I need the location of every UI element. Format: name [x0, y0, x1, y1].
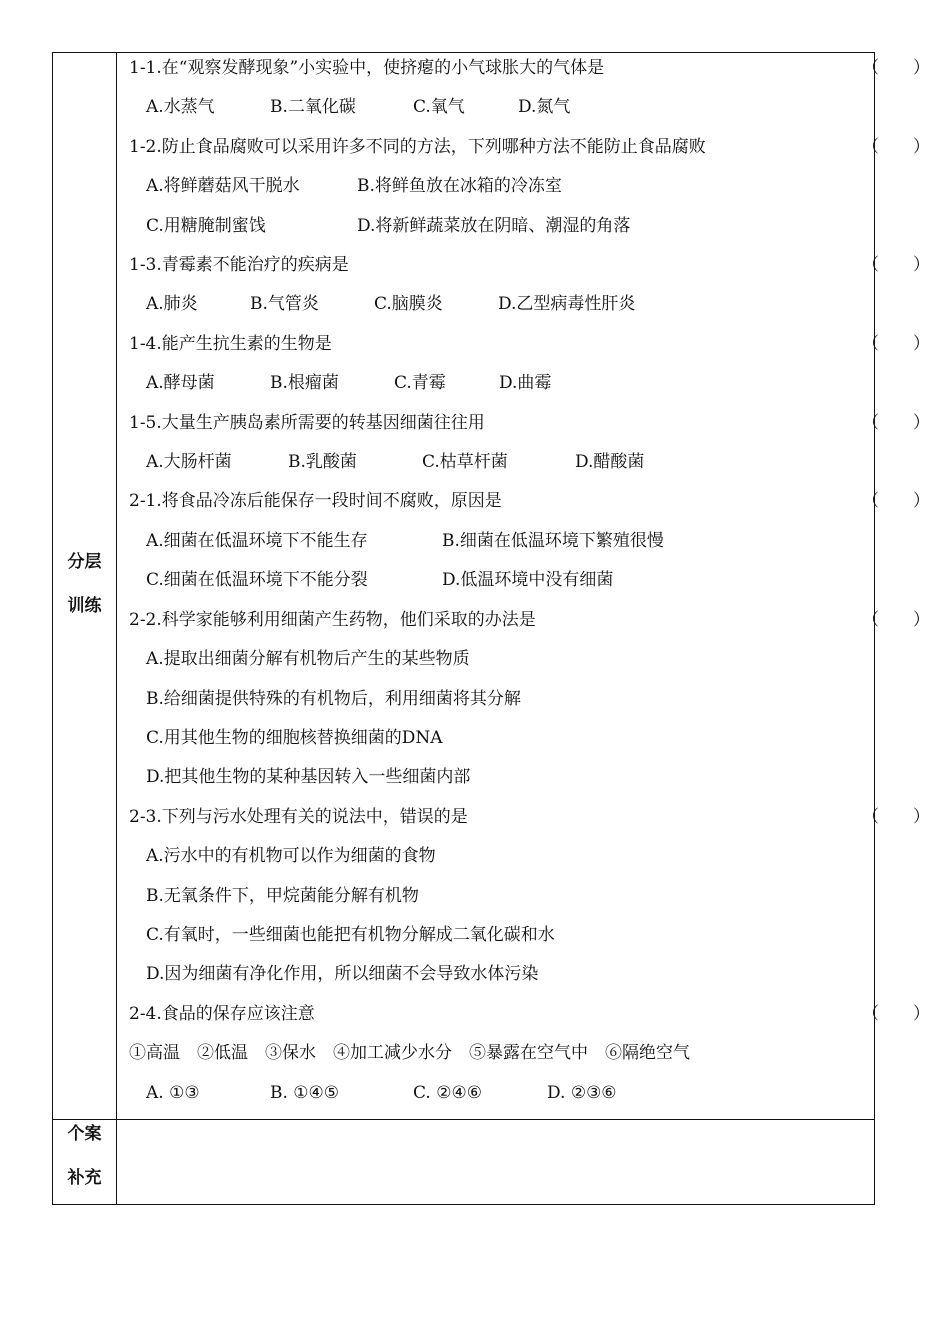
- question-stem: 1-1.在“观察发酵现象”小实验中，使挤瘪的小气球胀大的气体是 （ ）: [129, 53, 864, 83]
- option: B.细菌在低温环境下繁殖很慢: [442, 531, 664, 551]
- answer-blank: （ ）: [862, 491, 930, 511]
- option-row: [146, 289, 864, 319]
- option: B. ①④⑤: [270, 1083, 340, 1103]
- question-stem: 2-2.科学家能够利用细菌产生药物，他们采取的办法是 （ ）: [129, 605, 864, 635]
- option: C. ②④⑥: [413, 1083, 482, 1103]
- answer-blank: （ ）: [862, 58, 930, 78]
- option-row: [146, 841, 864, 871]
- option: C.用其他生物的细胞核替换细菌的DNA: [146, 728, 443, 748]
- question-stem: 1-3.青霉素不能治疗的疾病是 （ ）: [129, 250, 864, 280]
- case-supplement-label: 个案 补充: [67, 1124, 102, 1188]
- layered-training-label: 分层 训练: [67, 552, 102, 616]
- worksheet-table: [52, 52, 930, 1205]
- option-row: [146, 92, 864, 122]
- option: B.无氧条件下，甲烷菌能分解有机物: [146, 886, 419, 906]
- option-row: [146, 959, 864, 989]
- option-row: [146, 762, 864, 792]
- option: C.用糖腌制蜜饯: [146, 216, 266, 236]
- option: A.提取出细菌分解有机物后产生的某些物质: [146, 649, 470, 669]
- option-row: [146, 368, 864, 398]
- option: C.氧气: [413, 97, 465, 117]
- option: A.大肠杆菌: [146, 452, 232, 472]
- question-stem: 1-2.防止食品腐败可以采用许多不同的方法，下列哪种方法不能防止食品腐败 （ ）: [129, 132, 864, 162]
- option: D.将新鲜蔬菜放在阴暗、潮湿的角落: [357, 216, 631, 236]
- option: C.有氧时，一些细菌也能把有机物分解成二氧化碳和水: [146, 925, 555, 945]
- answer-blank: （ ）: [862, 413, 930, 433]
- option: D.氮气: [518, 97, 571, 117]
- option: A. ①③: [146, 1083, 200, 1103]
- question-area: [117, 53, 930, 1119]
- question-stem: 2-4.食品的保存应该注意 （ ）: [129, 999, 864, 1029]
- question-stem: 2-3.下列与污水处理有关的说法中，错误的是 （ ）: [129, 802, 864, 832]
- option: D.把其他生物的某种基因转入一些细菌内部: [146, 767, 471, 787]
- option: D. ②③⑥: [547, 1083, 617, 1103]
- option: D.醋酸菌: [575, 452, 645, 472]
- option: D.乙型病毒性肝炎: [498, 294, 636, 314]
- option: D.低温环境中没有细菌: [442, 570, 614, 590]
- option: B.将鲜鱼放在冰箱的冷冻室: [357, 176, 562, 196]
- option-row: [146, 881, 864, 911]
- option-row: [146, 565, 864, 595]
- option-row: [146, 1078, 864, 1108]
- option: B.乳酸菌: [288, 452, 357, 472]
- option: A.肺炎: [146, 294, 198, 314]
- supplement-cell[interactable]: [117, 1120, 874, 1204]
- option: A.将鲜蘑菇风干脱水: [146, 176, 300, 196]
- option-row: [146, 920, 864, 950]
- item-list: ①高温 ②低温 ③保水 ④加工减少水分 ⑤暴露在空气中 ⑥隔绝空气: [129, 1043, 690, 1063]
- question-stem: 2-1.将食品冷冻后能保存一段时间不腐败，原因是 （ ）: [129, 486, 864, 516]
- answer-blank: （ ）: [862, 1004, 930, 1024]
- option: D.曲霉: [499, 373, 552, 393]
- option: B.给细菌提供特殊的有机物后，利用细菌将其分解: [146, 689, 521, 709]
- option: C.枯草杆菌: [422, 452, 508, 472]
- option: B.气管炎: [250, 294, 319, 314]
- answer-blank: （ ）: [862, 255, 930, 275]
- option: B.根瘤菌: [270, 373, 339, 393]
- option: A.水蒸气: [146, 97, 215, 117]
- question-stem: 1-4.能产生抗生素的生物是 （ ）: [129, 329, 864, 359]
- option-row: [146, 211, 864, 241]
- option-row: [146, 526, 864, 556]
- option: A.污水中的有机物可以作为细菌的食物: [146, 846, 436, 866]
- option-row: [146, 684, 864, 714]
- option: C.脑膜炎: [374, 294, 443, 314]
- answer-blank: （ ）: [862, 137, 930, 157]
- answer-blank: （ ）: [862, 610, 930, 630]
- option: A.细菌在低温环境下不能生存: [146, 531, 368, 551]
- question-stem: 1-5.大量生产胰岛素所需要的转基因细菌往往用 （ ）: [129, 408, 864, 438]
- option-row: [146, 447, 864, 477]
- option: B.二氧化碳: [270, 97, 356, 117]
- option: C.青霉: [394, 373, 446, 393]
- option: A.酵母菌: [146, 373, 215, 393]
- option: C.细菌在低温环境下不能分裂: [146, 570, 368, 590]
- option: D.因为细菌有净化作用，所以细菌不会导致水体污染: [146, 964, 539, 984]
- option-row: [146, 723, 864, 753]
- option-row: [146, 644, 864, 674]
- answer-blank: （ ）: [862, 807, 930, 827]
- answer-blank: （ ）: [862, 334, 930, 354]
- option-row: [146, 171, 864, 201]
